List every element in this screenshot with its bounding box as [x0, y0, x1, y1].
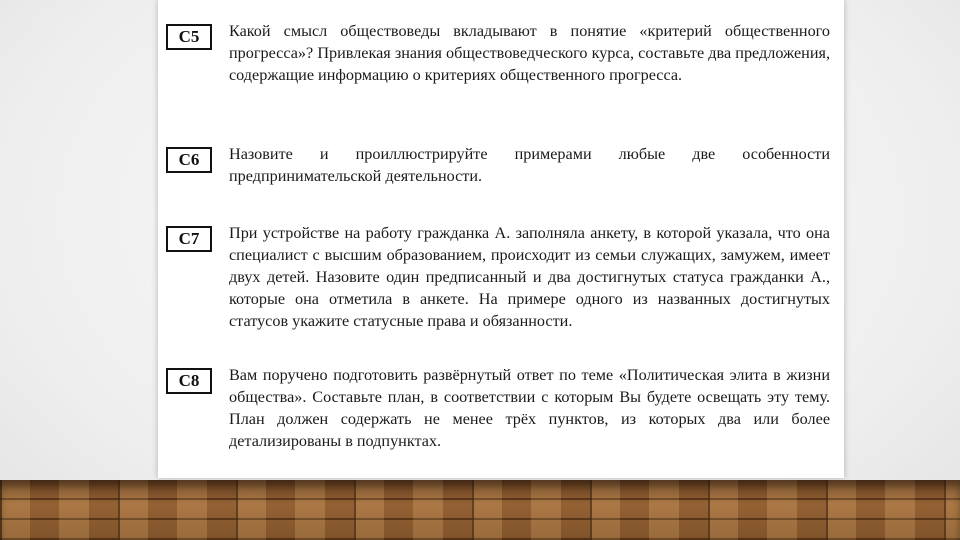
question-text: Вам поручено подготовить развёрнутый ответ по теме «Политическая элита в жизни общества». Составьте план, в соответствии с которым Вы будете освещать эту тему. План должен содержать не менее трёх пунктов, из которых два или более детализированы в подпунктах. [229, 366, 830, 450]
document-page [158, 0, 844, 478]
question-label: С6 [166, 147, 212, 173]
wooden-floor-background [0, 480, 960, 540]
question-text: Какой смысл обществоведы вкладывают в понятие «критерий общественного прогресса»? Привлекая знания обществоведческого курса, составьте два предложения, содержащие информацию о критериях общественного прогресса. [229, 22, 830, 84]
question-label: С5 [166, 24, 212, 50]
question-label: С7 [166, 226, 212, 252]
question-text: Назовите и проиллюстрируйте примерами любые две особенности предпринимательской деятельности. [229, 145, 830, 185]
question-text: При устройстве на работу гражданка А. заполняла анкету, в которой указала, что она специалист с высшим образованием, происходит из семьи служащих, замужем, имеет двух детей. Назовите один предписанный и два достигнутых статуса гражданки А., которые она отметила в анкете. На примере одного из названных достигнутых статусов укажите статусные права и обязанности. [229, 224, 830, 330]
question-label: С8 [166, 368, 212, 394]
